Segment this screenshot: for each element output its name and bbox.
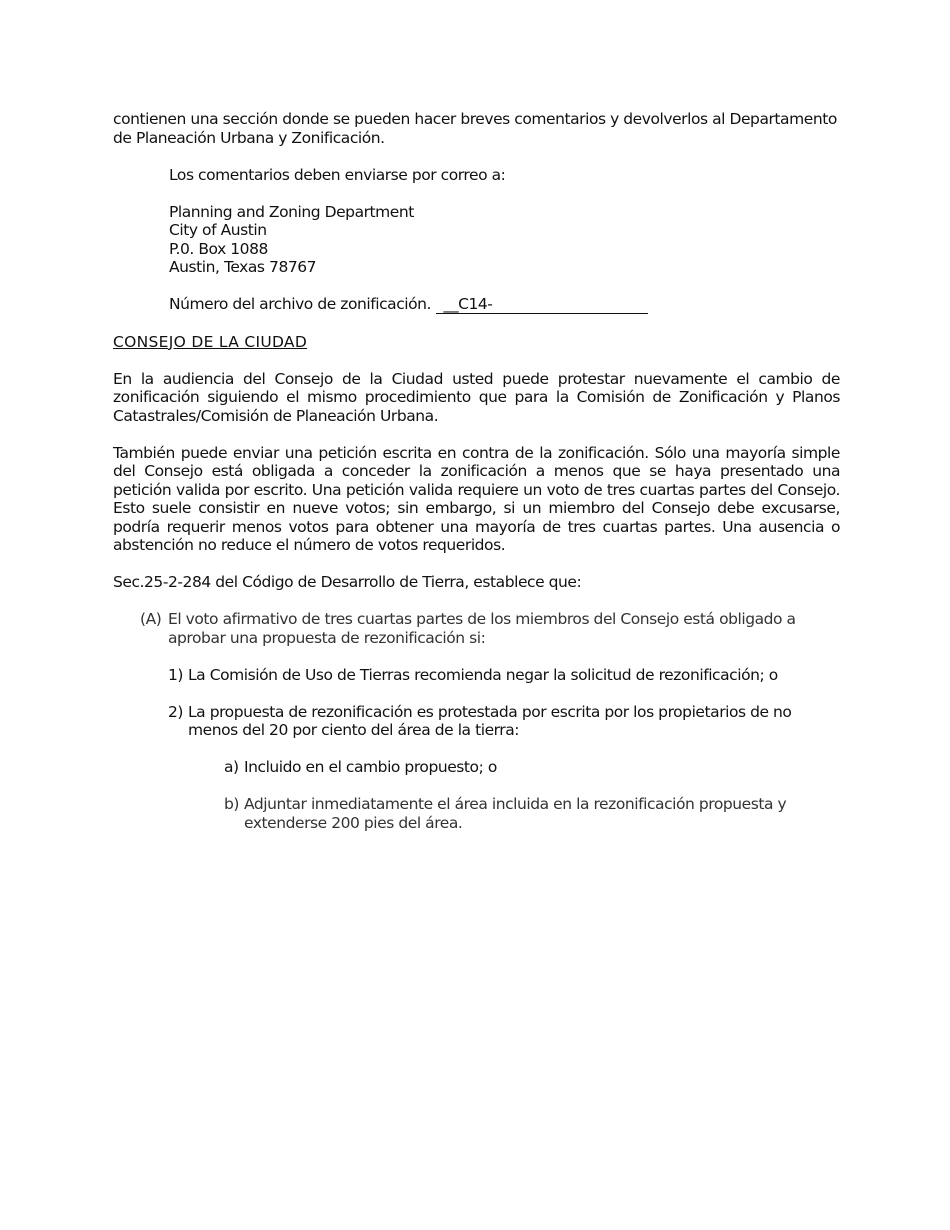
- document-page: [113, 110, 840, 851]
- list-marker-a: (A): [140, 610, 162, 628]
- intro-paragraph: contienen una sección donde se pueden hacer breves comentarios y devolverlos al Departamento de Planeación Urbana y Zonificación.: [113, 110, 837, 147]
- section-heading: CONSEJO DE LA CIUDAD: [113, 332, 308, 351]
- list-text-a: El voto afirmativo de tres cuartas partes de los miembros del Consejo está obligado a aprobar una propuesta de rezonificación si:: [168, 610, 796, 647]
- address-line-1: Planning and Zoning Department: [169, 202, 414, 221]
- address-line-4: Austin, Texas 78767: [169, 258, 317, 276]
- list-item-2: [113, 703, 840, 740]
- address-line-3: P.0. Box 1088: [169, 239, 268, 258]
- list-text-2a: Incluido en el cambio propuesto; o: [244, 758, 497, 776]
- code-intro: Sec.25-2-284 del Código de Desarrollo de Tierra, establece que:: [113, 573, 582, 591]
- file-number-line: [113, 295, 840, 314]
- mail-instruction: Los comentarios deben enviarse por correo a:: [169, 165, 506, 184]
- file-number-label: Número del archivo de zonificación.: [169, 295, 432, 313]
- list-item-2a: [113, 758, 840, 777]
- list-marker-2b: b): [224, 795, 239, 813]
- file-number-field[interactable]: __C14-: [436, 296, 648, 314]
- list-text-2b: Adjuntar inmediatamente el área incluida en la rezonificación propuesta y extenderse 200 pies del área.: [244, 795, 787, 832]
- list-marker-1: 1): [168, 665, 184, 684]
- list-item-1: [113, 666, 840, 685]
- list-item-a: [113, 610, 840, 647]
- council-paragraph-2: También puede enviar una petición escrita en contra de la zonificación. Sólo una mayoría simple del Consejo está obligada a conceder la zonificación a menos que se haya presentado una petición valida por escrito. Una petición valida requiere un voto de tres cuartas partes del Consejo. Esto suele consistir en nueve votos; sin embargo, si un miembro del Consejo debe excusarse, podría requerir menos votos para obtener una mayoría de tres cuartas partes. Una ausencia o abstención no reduce el número de votos requeridos.: [113, 443, 840, 554]
- mailing-address: [113, 203, 840, 277]
- council-paragraph-1: En la audiencia del Consejo de la Ciudad usted puede protestar nuevamente el cambio de zonificación siguiendo el mismo procedimiento que para la Comisión de Zonificación y Planos Catastrales/Comisión de Planeación Urbana.: [113, 369, 840, 425]
- list-marker-2: 2): [168, 702, 184, 721]
- list-marker-2a: a): [224, 758, 239, 776]
- list-text-1: La Comisión de Uso de Tierras recomienda negar la solicitud de rezonificación; o: [188, 665, 778, 684]
- list-item-2b: [113, 795, 840, 832]
- address-line-2: City of Austin: [169, 221, 267, 239]
- list-text-2: La propuesta de rezonificación es protestada por escrita por los propietarios de no menos del 20 por ciento del área de la tierra:: [188, 702, 792, 739]
